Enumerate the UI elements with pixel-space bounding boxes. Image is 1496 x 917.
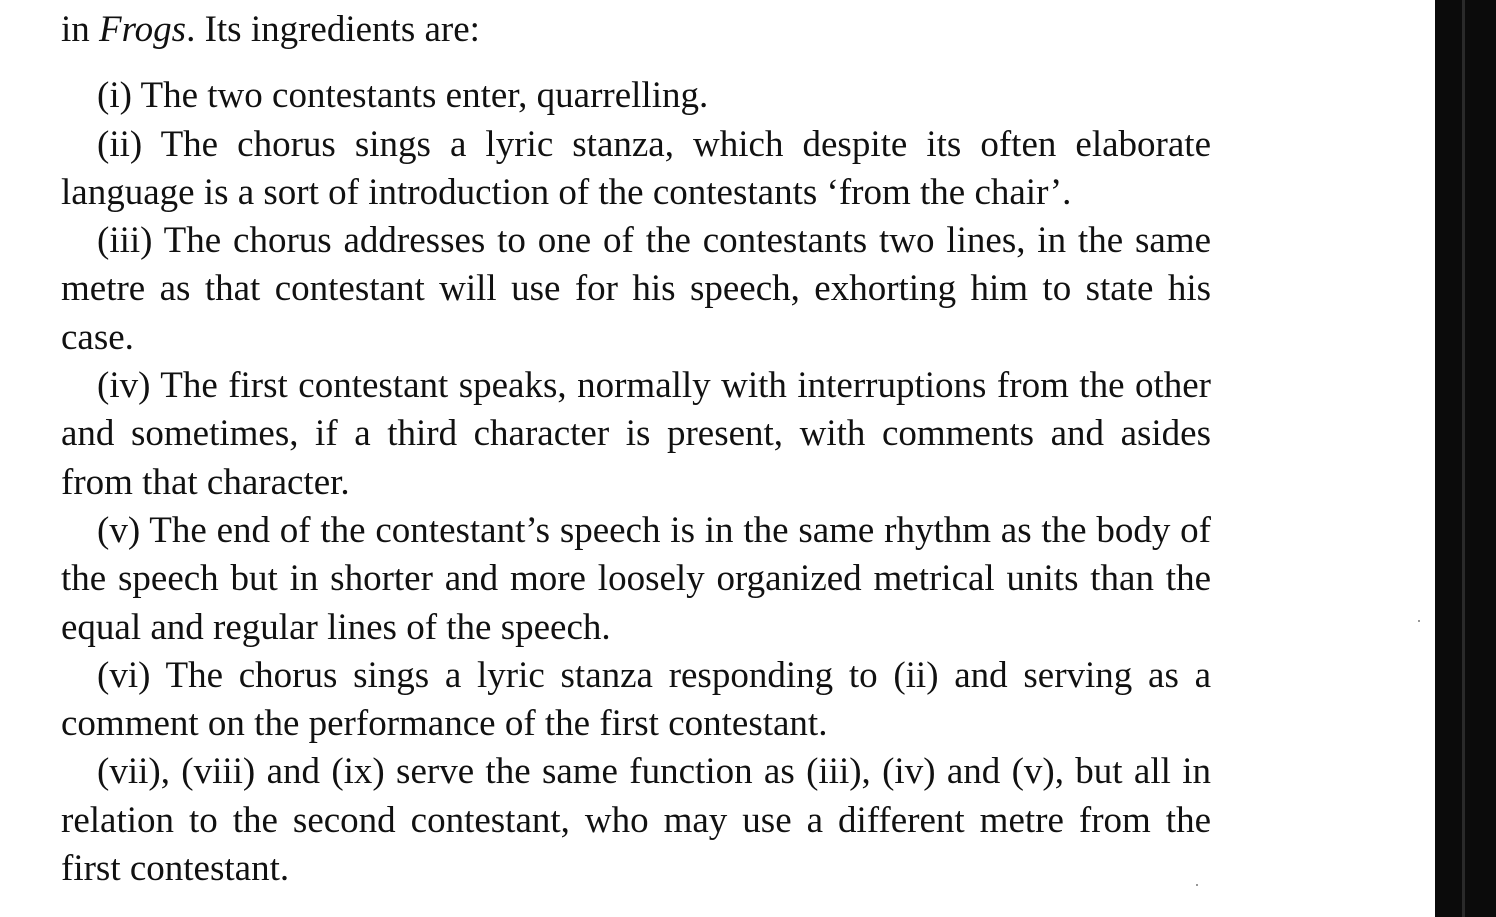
list-item-iv: (iv) The first contestant speaks, normally with interruptions from the other and sometimes, if a third character is present, with comments and asides from that character.	[61, 365, 1211, 503]
scan-binding-edge	[1435, 0, 1496, 917]
list-item-vi: (vi) The chorus sings a lyric stanza responding to (ii) and serving as a comment on the performance of the first contestant.	[61, 654, 1211, 745]
intro-paragraph	[61, 6, 1211, 54]
list-item-iii: (iii) The chorus addresses to one of the contestants two lines, in the same metre as that contestant will use for his speech, exhorting him to state his case.	[61, 220, 1211, 358]
scan-speck	[1196, 884, 1198, 886]
list-item-v: (v) The end of the contestant’s speech is in the same rhythm as the body of the speech but in shorter and more loosely organized metrical units than the equal and regular lines of the speech.	[61, 509, 1211, 648]
list-item-ii: (ii) The chorus sings a lyric stanza, which despite its often elaborate language is a sort of introduction of the contestants ‘from the chair’.	[61, 123, 1211, 213]
intro-prefix: in	[61, 9, 100, 50]
text-block	[61, 6, 1211, 893]
list-item-vii-ix: (vii), (viii) and (ix) serve the same function as (iii), (iv) and (v), but all in relation to the second contestant, who may use a different metre from the first contestant.	[61, 751, 1211, 890]
list-item-i: (i) The two contestants enter, quarrelling.	[97, 75, 709, 117]
intro-suffix: . Its ingredients are:	[186, 9, 480, 50]
play-title: Frogs	[99, 9, 187, 50]
binding-gap	[1462, 0, 1465, 917]
scan-speck	[1418, 620, 1420, 622]
